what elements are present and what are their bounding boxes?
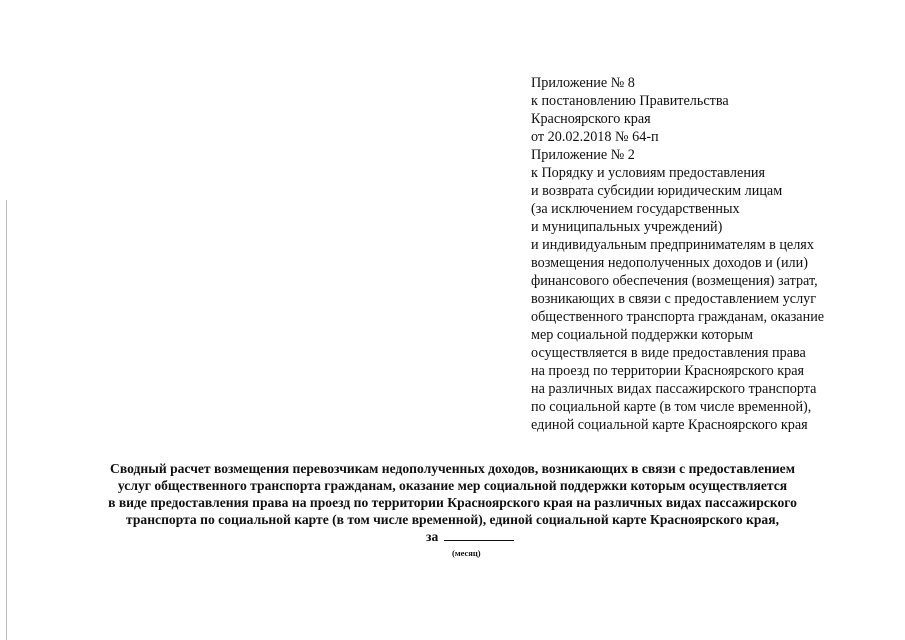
appendix-8-line: от 20.02.2018 № 64-п — [531, 129, 659, 145]
appendix-2-line: и возврата субсидии юридическим лицам — [531, 183, 783, 199]
period-prefix: за — [426, 529, 439, 544]
appendix-2-line: к Порядку и условиям предоставления — [531, 165, 766, 181]
appendix-2-line: и индивидуальным предпринимателям в целях — [531, 237, 814, 253]
appendix-8-line: к постановлению Правительства — [531, 93, 729, 109]
title-line: Сводный расчет возмещения перевозчикам недополученных доходов, возникающих в связи с предоставлением — [110, 461, 795, 476]
appendix-8-header — [531, 74, 891, 146]
appendix-2-line: (за исключением государственных — [531, 201, 740, 217]
appendix-2-header — [531, 146, 891, 434]
appendix-2-line: общественного транспорта гражданам, оказание — [531, 309, 825, 325]
title-line: в виде предоставления права на проезд по территории Красноярского края на различных видах пассажирского — [108, 495, 797, 510]
appendix-2-line: и муниципальных учреждений) — [531, 219, 723, 235]
appendix-2-line: на проезд по территории Красноярского края — [531, 363, 805, 379]
document-title — [40, 460, 865, 528]
period-line — [426, 528, 514, 545]
title-line: услуг общественного транспорта гражданам, оказание мер социальной поддержки которым осуществляется — [117, 478, 788, 493]
appendix-8-line: Красноярского края — [531, 111, 651, 127]
appendix-2-line: единой социальной карте Красноярского края — [531, 417, 808, 433]
appendix-8-line: Приложение № 8 — [531, 75, 635, 91]
title-line: транспорта по социальной карте (в том числе временной), единой социальной карте Красноярского края, — [126, 512, 779, 527]
appendix-2-line: осуществляется в виде предоставления права — [531, 345, 806, 361]
month-caption: (месяц) — [452, 548, 481, 558]
appendix-2-line: финансового обеспечения (возмещения) затрат, — [531, 273, 818, 289]
appendix-2-line: Приложение № 2 — [531, 147, 635, 163]
appendix-2-line: возмещения недополученных доходов и (или) — [531, 255, 808, 271]
appendix-2-line: на различных видах пассажирского транспорта — [531, 381, 817, 397]
scan-edge-line — [6, 200, 7, 640]
month-blank-field — [444, 528, 514, 541]
appendix-2-line: по социальной карте (в том числе временной), — [531, 399, 812, 415]
appendix-2-line: возникающих в связи с предоставлением услуг — [531, 291, 817, 307]
appendix-2-line: мер социальной поддержки которым — [531, 327, 754, 343]
